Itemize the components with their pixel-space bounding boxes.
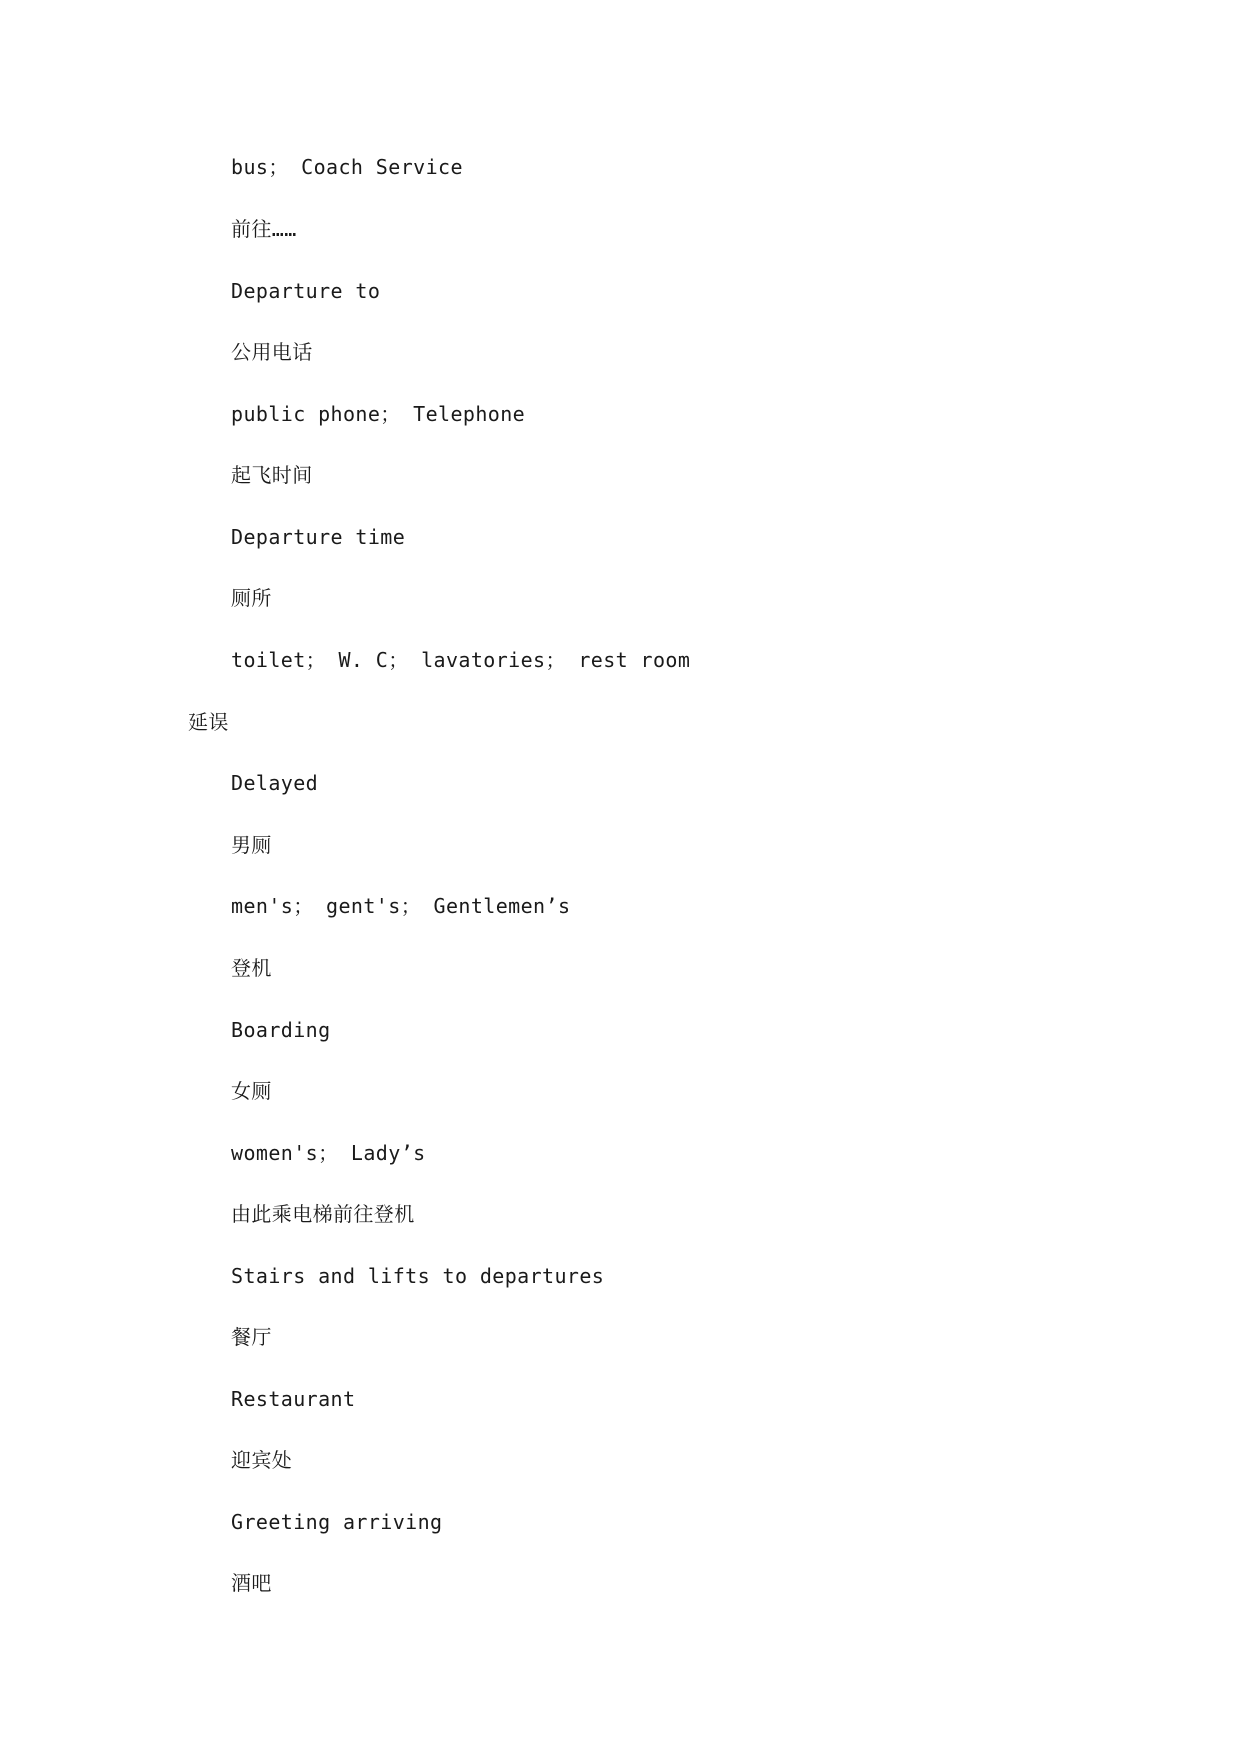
text-line: 公用电话 [231, 340, 313, 364]
text-line: Departure to [231, 279, 381, 303]
text-line: 厕所 [231, 586, 272, 610]
text-line: Delayed [231, 771, 319, 795]
text-line: women's； Lady’s [231, 1141, 426, 1165]
text-line: Boarding [231, 1018, 331, 1042]
text-line: Restaurant [231, 1387, 356, 1411]
text-line: 由此乘电梯前往登机 [231, 1202, 415, 1226]
text-line: 登机 [231, 956, 272, 980]
text-line: 起飞时间 [231, 463, 313, 487]
text-line: public phone； Telephone [231, 402, 526, 426]
text-line: 酒吧 [231, 1571, 272, 1595]
text-line: Departure time [231, 525, 406, 549]
text-line: toilet； W. C； lavatories； rest room [231, 648, 691, 672]
text-line: 迎宾处 [231, 1448, 293, 1472]
text-line: Stairs and lifts to departures [231, 1264, 605, 1288]
text-line: 女厕 [231, 1079, 272, 1103]
text-line: 前往…… [231, 217, 297, 241]
text-line: 男厕 [231, 833, 272, 857]
text-line: 延误 [188, 710, 229, 734]
text-line: Greeting arriving [231, 1510, 443, 1534]
text-line: 餐厅 [231, 1325, 272, 1349]
text-line: bus； Coach Service [231, 155, 463, 179]
text-line: men's； gent's； Gentlemen’s [231, 894, 571, 918]
